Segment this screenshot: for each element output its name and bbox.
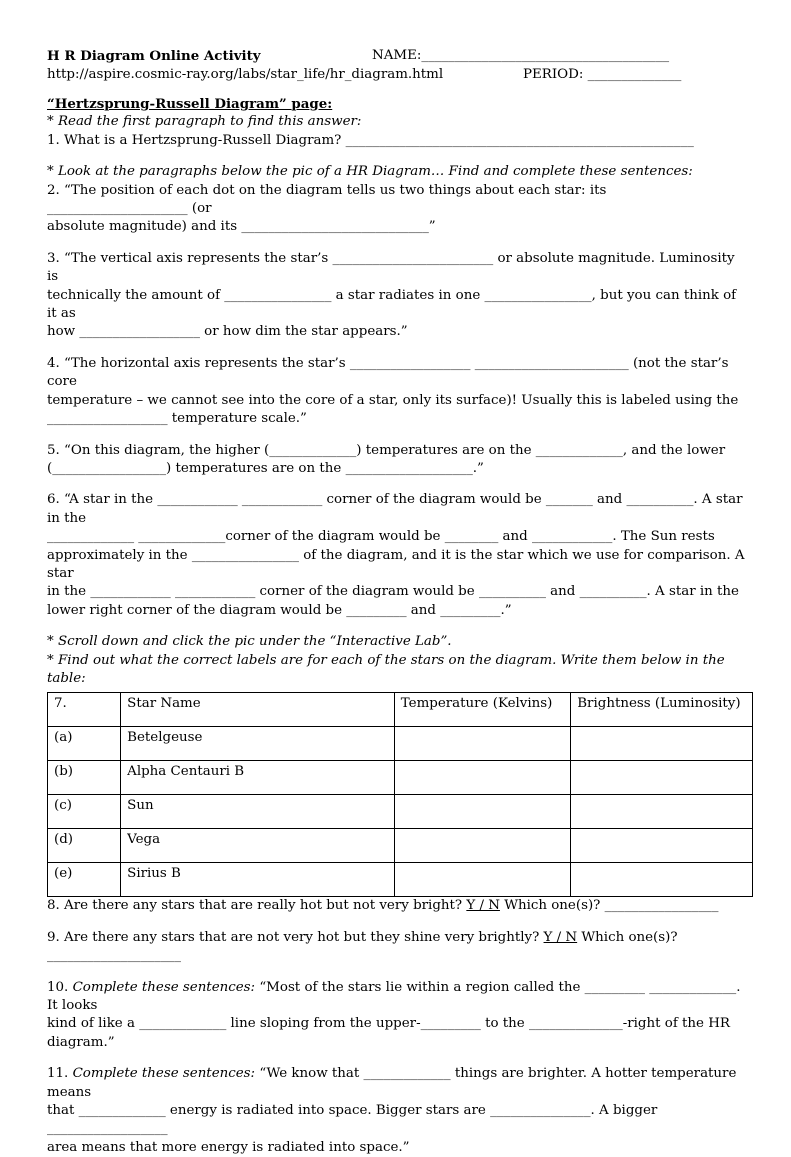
brightness-cell [571,863,753,897]
instruction-read-first: * Read the first paragraph to find this answer: [47,114,362,130]
question-6-line-2: _____________ _____________corner of the diagram would be ________ and ____________. The Sun rests [47,529,715,545]
temperature-cell [394,727,570,761]
question-6-line-3: approximately in the ________________ of the diagram, and it is the star which we use for comparison. A star [47,547,745,581]
table-row [48,795,753,829]
table-row [48,761,753,795]
question-8-text: 8. Are there any stars that are really hot but not very bright? [47,898,467,914]
question-3-line-1: 3. “The vertical axis represents the star’s ________________________ or absolute magnitude. Luminosity is [47,250,735,285]
activity-url: http://aspire.cosmic-ray.org/labs/star_life/hr_diagram.html [47,67,444,82]
question-4-line-2: temperature – we cannot see into the core of a star, only its surface)! Usually this is labeled using the [47,392,739,408]
section-title: “Hertzsprung-Russell Diagram” page: [47,96,333,112]
star-table [47,692,753,897]
question-9-text: 9. Are there any stars that are not very hot but they shine very brightly? [47,929,544,945]
question-2-line-2: absolute magnitude) and its ____________________________” [47,219,436,235]
worksheet [47,47,747,1157]
question-10-line-2: kind of like a _____________ line sloping from the upper-_________ to the ______________-right of the HR [47,1016,730,1032]
header-row-2 [47,66,747,85]
question-9-yes-no: Y / N [543,929,578,945]
question-11-line-1 [47,1065,747,1102]
table-row [48,863,753,897]
question-9-line-2: ____________________ [47,948,181,964]
question-10-number: 10. [47,979,73,995]
row-label: (a) [48,727,121,761]
question-10-lead: Complete these sentences: [72,979,256,995]
row-label: (c) [48,795,121,829]
question-1: 1. What is a Hertzsprung-Russell Diagram? ____________________________________________________ [47,132,694,148]
brightness-cell [571,727,753,761]
table-header-row [48,693,753,727]
question-8 [47,897,747,915]
brightness-cell [571,761,753,795]
question-2-line-1: 2. “The position of each dot on the diagram tells us two things about each star: its _____________________ (or [47,182,607,217]
instruction-labels: * Find out what the correct labels are for each of the stars on the diagram. Write them below in the table: [47,652,725,686]
star-name-cell: Betelgeuse [121,727,395,761]
question-11-line-2: that _____________ energy is radiated into space. Bigger stars are _______________. A bigger __________________ [47,1103,658,1137]
table-row [48,829,753,863]
star-name-cell: Alpha Centauri B [121,761,395,795]
temperature-cell [394,761,570,795]
question-9 [47,929,747,947]
table-header-brightness: Brightness (Luminosity) [571,693,753,727]
question-5-line-1: 5. “On this diagram, the higher (_____________) temperatures are on the _____________, and the lower [47,442,726,458]
question-9-tail: Which one(s)? [577,929,678,945]
instruction-paragraphs: * Look at the paragraphs below the pic of a HR Diagram… Find and complete these sentences: [47,164,693,180]
brightness-cell [571,829,753,863]
table-header-temperature: Temperature (Kelvins) [394,693,570,727]
star-name-cell: Vega [121,829,395,863]
question-8-yes-no: Y / N [466,898,500,914]
row-label: (d) [48,829,121,863]
question-5-line-2: (_________________) temperatures are on the ___________________.” [47,460,484,476]
question-8-tail: Which one(s)? _________________ [499,898,719,914]
row-label: (b) [48,761,121,795]
question-10-line-3: diagram.” [47,1034,115,1050]
period-field: PERIOD: ______________ [523,67,682,82]
name-field: NAME:_____________________________________ [372,48,670,63]
table-header-number: 7. [48,693,121,727]
table-row [48,727,753,761]
row-label: (e) [48,863,121,897]
question-6-line-5: lower right corner of the diagram would be _________ and _________.” [47,602,512,618]
question-11-text: “We know that _____________ things are brighter. A hotter temperature means [47,1066,737,1100]
question-10-text: “Most of the stars lie within a region called the _________ _____________. It looks [47,979,741,1013]
temperature-cell [394,863,570,897]
question-3-line-2: technically the amount of ________________ a star radiates in one ________________, but you can think of it as [47,287,737,322]
header-row-1 [47,47,747,66]
temperature-cell [394,829,570,863]
table-header-star-name: Star Name [121,693,395,727]
question-11-number: 11. [47,1066,73,1082]
star-name-cell: Sirius B [121,863,395,897]
instruction-scroll-down: * Scroll down and click the pic under the “Interactive Lab”. [47,634,452,650]
question-11-lead: Complete these sentences: [72,1066,256,1082]
question-4-line-1: 4. “The horizontal axis represents the star’s __________________ _______________________ (not the star’s core [47,355,729,390]
worksheet-title: H R Diagram Online Activity [47,48,261,64]
question-10-line-1 [47,979,747,1016]
star-name-cell: Sun [121,795,395,829]
question-6-line-4: in the ____________ ____________ corner of the diagram would be __________ and __________. A star in the [47,584,739,600]
question-3-line-3: how __________________ or how dim the star appears.” [47,324,408,340]
brightness-cell [571,795,753,829]
question-6-line-1: 6. “A star in the ____________ ____________ corner of the diagram would be _______ and __________. A star in the [47,492,743,526]
temperature-cell [394,795,570,829]
question-11-line-3: area means that more energy is radiated into space.” [47,1139,410,1155]
question-4-line-3: __________________ temperature scale.” [47,411,307,427]
